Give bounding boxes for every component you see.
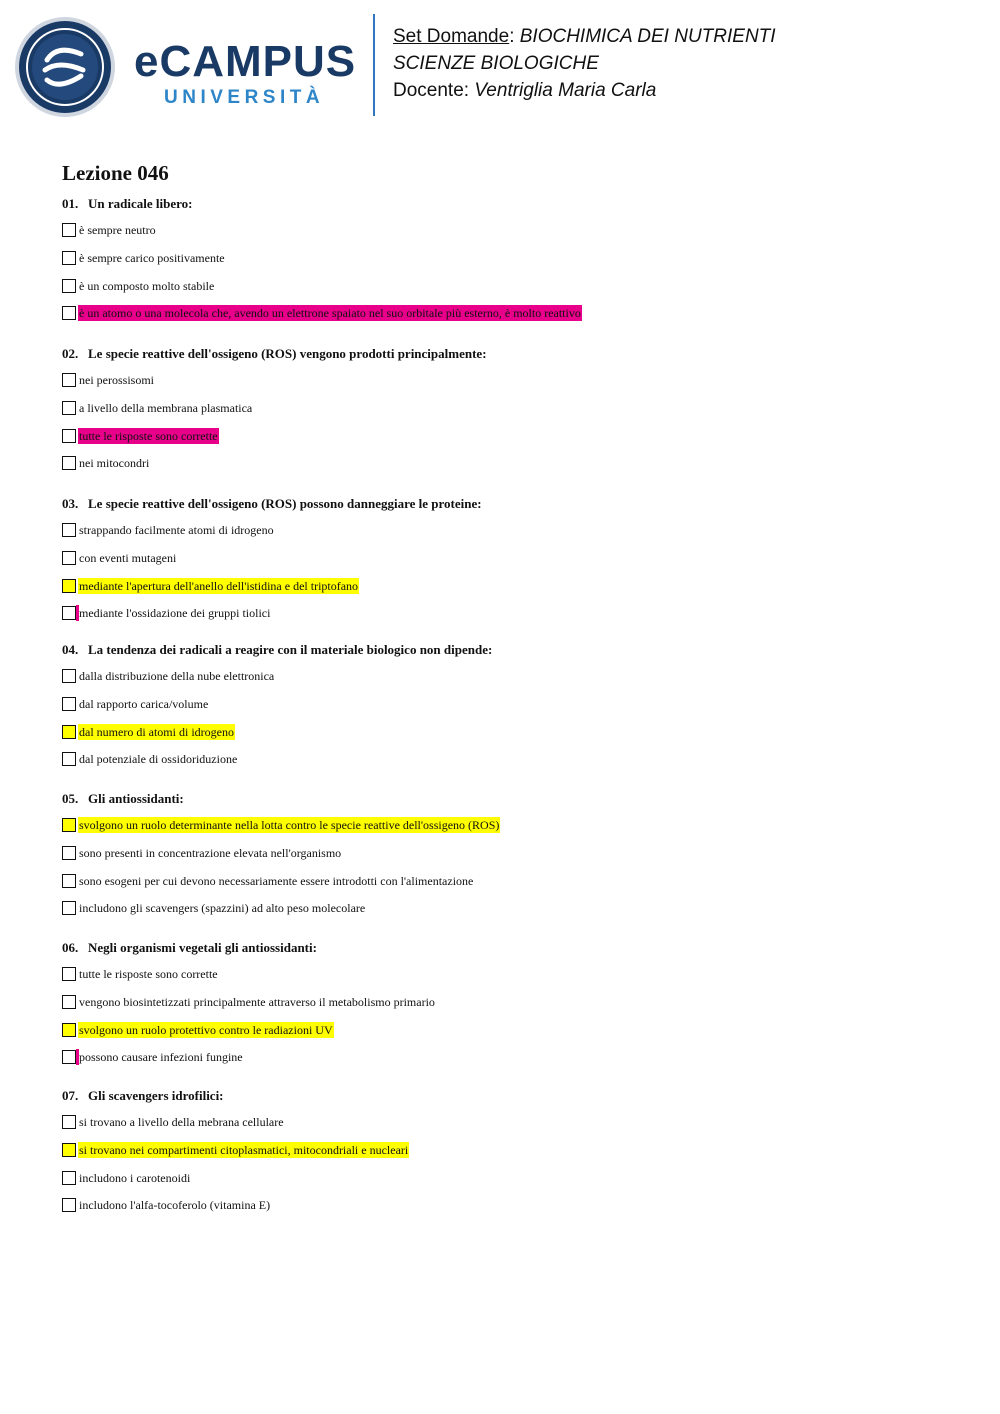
page-header	[0, 0, 1000, 130]
answer-text: mediante l'ossidazione dei gruppi tiolici	[79, 606, 271, 620]
answer-option[interactable]	[62, 1048, 244, 1066]
answer-text: strappando facilmente atomi di idrogeno	[79, 523, 274, 537]
question-title	[62, 791, 962, 807]
answer-option[interactable]	[62, 399, 253, 417]
answer-option[interactable]	[62, 993, 436, 1011]
ecampus-wordmark	[134, 37, 357, 108]
question-number: 04.	[62, 642, 79, 657]
answer-text: dal potenziale di ossidoriduzione	[79, 752, 238, 766]
answer-option[interactable]	[62, 750, 238, 768]
answer-text: sono esogeni per cui devono necessariamente essere introdotti con l'alimentazione	[79, 874, 474, 888]
pink-marker	[76, 605, 79, 621]
answer-option[interactable]	[62, 872, 474, 890]
teacher-name: Ventriglia Maria Carla	[474, 80, 657, 101]
answer-option[interactable]	[62, 844, 342, 862]
pink-marker	[76, 1049, 79, 1065]
question-5	[62, 791, 962, 915]
question-text: Le specie reattive dell'ossigeno (ROS) vengono prodotti principalmente:	[88, 346, 487, 361]
question-number: 02.	[62, 346, 79, 361]
question-7	[62, 1088, 962, 1212]
question-title	[62, 496, 962, 512]
answer-checkbox[interactable]	[62, 373, 76, 387]
answer-option[interactable]	[62, 277, 215, 295]
set-label: Set Domande	[393, 26, 510, 47]
answer-text: nei perossisomi	[79, 373, 154, 387]
answer-text: si trovano nei compartimenti citoplasmatici, mitocondriali e nucleari	[79, 1143, 409, 1157]
answer-checkbox[interactable]	[62, 251, 76, 265]
answer-option[interactable]	[62, 1141, 409, 1159]
answer-option[interactable]	[62, 221, 157, 239]
answer-checkbox[interactable]	[62, 551, 76, 565]
answer-text: a livello della membrana plasmatica	[79, 401, 253, 415]
answer-text: svolgono un ruolo determinante nella lotta contro le specie reattive dell'ossigeno (ROS)	[79, 818, 500, 832]
answer-checkbox[interactable]	[62, 1023, 76, 1037]
question-text: Un radicale libero:	[88, 196, 193, 211]
answer-text: possono causare infezioni fungine	[79, 1050, 243, 1064]
header-divider	[373, 14, 375, 116]
answer-text: dal numero di atomi di idrogeno	[79, 725, 234, 739]
logo-brand-text: eCAMPUS	[134, 37, 357, 86]
answer-checkbox[interactable]	[62, 429, 76, 443]
answer-text: svolgono un ruolo protettivo contro le radiazioni UV	[79, 1023, 333, 1037]
answer-checkbox[interactable]	[62, 306, 76, 320]
question-title	[62, 642, 962, 658]
answer-option[interactable]	[62, 1196, 271, 1214]
question-3	[62, 496, 962, 620]
answer-checkbox[interactable]	[62, 995, 76, 1009]
answer-option[interactable]	[62, 604, 271, 622]
answer-option[interactable]	[62, 1169, 191, 1187]
program-line	[393, 50, 776, 77]
answer-checkbox[interactable]	[62, 1143, 76, 1157]
question-number: 03.	[62, 496, 79, 511]
question-1	[62, 196, 962, 320]
answer-text: includono l'alfa-tocoferolo (vitamina E)	[79, 1198, 271, 1212]
answer-text: vengono biosintetizzati principalmente attraverso il metabolismo primario	[79, 995, 435, 1009]
answer-option[interactable]	[62, 577, 359, 595]
answer-checkbox[interactable]	[62, 669, 76, 683]
answer-text: è un atomo o una molecola che, avendo un elettrone spaiato nel suo orbitale più esterno, è molto reattivo	[79, 306, 581, 320]
answer-checkbox[interactable]	[62, 456, 76, 470]
answer-text: nei mitocondri	[79, 456, 150, 470]
answer-checkbox[interactable]	[62, 697, 76, 711]
answer-checkbox[interactable]	[62, 579, 76, 593]
teacher-label: Docente	[393, 80, 464, 101]
answer-checkbox[interactable]	[62, 967, 76, 981]
answer-option[interactable]	[62, 371, 155, 389]
question-2	[62, 346, 962, 470]
answer-checkbox[interactable]	[62, 725, 76, 739]
logo-subtitle-text: UNIVERSITÀ	[164, 87, 325, 108]
program-name: SCIENZE BIOLOGICHE	[393, 53, 599, 74]
question-6	[62, 940, 962, 1064]
course-info	[393, 23, 776, 104]
question-4	[62, 642, 962, 766]
answer-text: dalla distribuzione della nube elettronica	[79, 669, 275, 683]
answer-checkbox[interactable]	[62, 752, 76, 766]
question-number: 01.	[62, 196, 79, 211]
course-line: Set Domande: BIOCHIMICA DEI NUTRIENTI	[393, 26, 776, 47]
answer-checkbox[interactable]	[62, 606, 76, 620]
answer-option[interactable]	[62, 1021, 334, 1039]
answer-text: è sempre neutro	[79, 223, 156, 237]
answer-checkbox[interactable]	[62, 223, 76, 237]
answer-option[interactable]	[62, 521, 275, 539]
question-title	[62, 346, 962, 362]
answer-checkbox[interactable]	[62, 874, 76, 888]
ecampus-seal-logo	[14, 16, 116, 118]
question-text: Gli antiossidanti:	[88, 791, 184, 806]
answer-text: sono presenti in concentrazione elevata nell'organismo	[79, 846, 342, 860]
answer-option[interactable]	[62, 549, 177, 567]
answer-checkbox[interactable]	[62, 401, 76, 415]
answer-checkbox[interactable]	[62, 1198, 76, 1212]
question-title	[62, 940, 962, 956]
answer-text: mediante l'apertura dell'anello dell'istidina e del triptofano	[79, 579, 359, 593]
question-text: Negli organismi vegetali gli antiossidanti:	[88, 940, 317, 955]
answer-checkbox[interactable]	[62, 818, 76, 832]
answer-option[interactable]	[62, 695, 209, 713]
answer-option[interactable]	[62, 1113, 285, 1131]
answer-option[interactable]	[62, 816, 500, 834]
question-number: 05.	[62, 791, 79, 806]
question-text: Gli scavengers idrofilici:	[88, 1088, 224, 1103]
answer-text: includono i carotenoidi	[79, 1171, 191, 1185]
answer-checkbox[interactable]	[62, 523, 76, 537]
question-text: Le specie reattive dell'ossigeno (ROS) possono danneggiare le proteine:	[88, 496, 482, 511]
question-number: 06.	[62, 940, 79, 955]
answer-option[interactable]	[62, 454, 150, 472]
answer-text: con eventi mutageni	[79, 551, 177, 565]
answer-checkbox[interactable]	[62, 1171, 76, 1185]
lesson-title: Lezione 046	[62, 161, 169, 185]
question-number: 07.	[62, 1088, 79, 1103]
question-title	[62, 1088, 962, 1104]
answer-option[interactable]	[62, 667, 275, 685]
answer-text: includono gli scavengers (spazzini) ad alto peso molecolare	[79, 901, 366, 915]
answer-option[interactable]	[62, 304, 582, 322]
answer-option[interactable]	[62, 249, 226, 267]
course-name: BIOCHIMICA DEI NUTRIENTI	[519, 26, 776, 47]
answer-checkbox[interactable]	[62, 279, 76, 293]
answer-text: tutte le risposte sono corrette	[79, 967, 218, 981]
answer-option[interactable]	[62, 899, 366, 917]
answer-checkbox[interactable]	[62, 846, 76, 860]
answer-option[interactable]	[62, 965, 219, 983]
answer-text: è sempre carico positivamente	[79, 251, 225, 265]
answer-checkbox[interactable]	[62, 1050, 76, 1064]
question-title	[62, 196, 962, 212]
answer-text: si trovano a livello della mebrana cellulare	[79, 1115, 284, 1129]
answer-text: dal rapporto carica/volume	[79, 697, 209, 711]
answer-option[interactable]	[62, 723, 235, 741]
answer-text: è un composto molto stabile	[79, 279, 215, 293]
answer-text: tutte le risposte sono corrette	[79, 429, 218, 443]
question-text: La tendenza dei radicali a reagire con il materiale biologico non dipende:	[88, 642, 493, 657]
answer-option[interactable]	[62, 427, 219, 445]
answer-checkbox[interactable]	[62, 1115, 76, 1129]
teacher-line: Docente: Ventriglia Maria Carla	[393, 80, 657, 101]
answer-checkbox[interactable]	[62, 901, 76, 915]
